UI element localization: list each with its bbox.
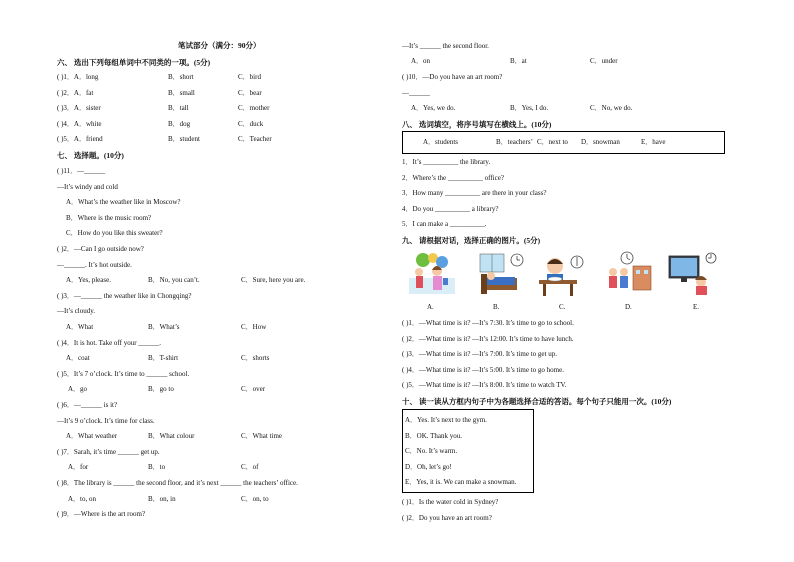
s7-q8: ( )8．The library is ______ the second floor, and it’s next ______ the teachers’ office.: [57, 479, 298, 487]
s7-q2-b: B．No, you can’t.: [148, 276, 200, 284]
answer-options-box: [402, 409, 534, 493]
word-bank-c: C．next to: [537, 138, 568, 146]
pic-label-c: C.: [559, 303, 566, 311]
s7-q3-a: A．What: [66, 323, 94, 331]
s7-q5-c: C．over: [241, 385, 266, 393]
s6-q4: ( )4．A．white: [57, 120, 102, 128]
page-title: 笔试部分（满分：90分）: [178, 41, 261, 50]
s9-q1: ( )1．—What time is it? —It’s 7:30. It’s time to go to school.: [402, 319, 574, 327]
s6-q3-b: B．tall: [168, 104, 189, 112]
section10-title: 十、 读一读从方框内句子中为各题选择合适的答语。每个句子只能用一次。(10分): [402, 397, 672, 406]
s6-q5-c: C．Teacher: [238, 135, 272, 143]
answer-option-b: B．OK. Thank you.: [405, 432, 463, 440]
s7-q6-c: C．What time: [241, 432, 283, 440]
s7-q8-c: C．on, to: [241, 495, 269, 503]
s9-q3: ( )3．—What time is it? —It’s 7:00. It’s time to get up.: [402, 350, 557, 358]
pic-label-a: A.: [427, 303, 434, 311]
s8-sentence-4: 4．Do you __________ a library?: [402, 205, 499, 213]
s7-q9: ( )9．—Where is the art room?: [57, 510, 146, 518]
s7-q3: ( )3．—______ the weather like in Chongqing?: [57, 292, 192, 300]
s7-q2: ( )2．—Can I go outside now?: [57, 245, 144, 253]
s7-q10-b: B．Yes, I do.: [510, 104, 549, 112]
s7-q2-dialog: —______. It’s hot outside.: [57, 261, 132, 269]
s7-q5: ( )5．It’s 7 o’clock. It’s time to ______ school.: [57, 370, 190, 378]
s8-sentence-2: 2．Where’s the __________ office?: [402, 174, 504, 182]
s7-q10: ( )10．—Do you have an art room?: [402, 73, 503, 81]
section6-title: 六、 选出下列每组单词中不同类的一项。(5分): [57, 58, 211, 67]
picture-c-boy-eating: [537, 250, 587, 298]
s7-q10-c: C．No, we do.: [590, 104, 633, 112]
section8-title: 八、 选词填空，将序号填写在横线上。(10分): [402, 120, 552, 129]
answer-option-e: E．Yes, it is. We can make a snowman.: [405, 478, 517, 486]
picture-b-boy-in-bed: [477, 250, 527, 298]
s9-q4: ( )4．—What time is it? —It’s 5:00. It’s time to go home.: [402, 366, 564, 374]
s7-q5-a: A．go: [68, 385, 88, 393]
s7-q6: ( )6．—______ is it?: [57, 401, 118, 409]
s7-q11-b: B．Where is the music room?: [66, 214, 152, 222]
answer-option-d: D．Oh, let’s go!: [405, 463, 452, 471]
s9-q2: ( )2．—What time is it? —It’s 12:00. It’s time to have lunch.: [402, 335, 574, 343]
s8-sentence-5: 5．I can make a __________.: [402, 220, 487, 228]
s7-q11-dialog: —It’s windy and cold: [57, 183, 118, 191]
s6-q1: ( )1．A．long: [57, 73, 99, 81]
s7-q9-dialog: —It’s ______ the second floor.: [402, 42, 489, 50]
s7-q9-b: B．at: [510, 57, 527, 65]
s7-q7-b: B．to: [148, 463, 166, 471]
s7-q4-b: B．T-shirt: [148, 354, 179, 362]
s6-q4-c: C．duck: [238, 120, 264, 128]
s10-q1: ( )1．Is the water cold in Sydney?: [402, 498, 499, 506]
s7-q6-b: B．What colour: [148, 432, 195, 440]
s9-q5: ( )5．—What time is it? —It’s 8:00. It’s time to watch TV.: [402, 381, 567, 389]
s6-q5: ( )5．A．friend: [57, 135, 103, 143]
s7-q7: ( )7．Sarah, it’s time ______ get up.: [57, 448, 160, 456]
s7-q11-c: C．How do you like this sweater?: [66, 229, 163, 237]
word-bank-box: [402, 131, 725, 154]
s7-q4-a: A．coat: [66, 354, 90, 362]
s8-sentence-3: 3．How many __________ are there in your class?: [402, 189, 547, 197]
word-bank-d: D．snowman: [581, 138, 620, 146]
answer-option-c: C．No. It’s warm.: [405, 447, 458, 455]
s7-q6-a: A．What weather: [66, 432, 118, 440]
s7-q7-c: C．of: [241, 463, 259, 471]
s7-q10-dialog: —______: [402, 89, 430, 97]
s6-q1-c: C．bird: [238, 73, 261, 81]
s6-q2-c: C．bear: [238, 89, 262, 97]
s7-q3-dialog: —It’s cloudy.: [57, 307, 96, 315]
s7-q4-c: C．shorts: [241, 354, 270, 362]
s7-q3-b: B．What’s: [148, 323, 180, 331]
pic-label-b: B.: [493, 303, 500, 311]
s6-q3-c: C．mother: [238, 104, 270, 112]
s8-sentence-1: 1．It’s __________ the library.: [402, 158, 491, 166]
section9-title: 九、 请根据对话，选择正确的图片。(5分): [402, 236, 541, 245]
s6-q4-b: B．dog: [168, 120, 191, 128]
s6-q2: ( )2．A．fat: [57, 89, 94, 97]
word-bank-b: B．teachers’: [496, 138, 533, 146]
picture-a-school-kids: [407, 250, 457, 298]
right-column: [397, 0, 794, 562]
section7-title: 七、 选择题。(10分): [57, 151, 124, 160]
pic-label-e: E.: [693, 303, 700, 311]
s7-q8-b: B．on, in: [148, 495, 176, 503]
s7-q11-a: A．What’s the weather like in Moscow?: [66, 198, 181, 206]
picture-d-going-home: [603, 250, 653, 298]
s6-q1-b: B．short: [168, 73, 194, 81]
s7-q10-a: A．Yes, we do.: [411, 104, 456, 112]
s7-q2-a: A．Yes, please.: [66, 276, 111, 284]
word-bank-a: A．students: [423, 138, 458, 146]
s7-q9-c: C．under: [590, 57, 618, 65]
s6-q2-b: B．small: [168, 89, 195, 97]
s7-q5-b: B．go to: [148, 385, 174, 393]
s7-q7-a: A．for: [68, 463, 89, 471]
s6-q3: ( )3．A．sister: [57, 104, 101, 112]
s7-q8-a: A．to, on: [68, 495, 96, 503]
answer-option-a: A．Yes. It’s next to the gym.: [405, 416, 487, 424]
s7-q2-c: C．Sure, here you are.: [241, 276, 306, 284]
word-bank-e: E．have: [641, 138, 666, 146]
picture-e-watching-tv: [667, 250, 717, 298]
pic-label-d: D.: [625, 303, 632, 311]
s10-q2: ( )2．Do you have an art room?: [402, 514, 492, 522]
s7-q11: ( )11．—______: [57, 167, 106, 175]
s7-q6-dialog: —It’s 9 o’clock. It’s time for class.: [57, 417, 155, 425]
s7-q3-c: C．How: [241, 323, 267, 331]
s7-q4: ( )4．It is hot. Take off your ______.: [57, 339, 162, 347]
s6-q5-b: B．student: [168, 135, 200, 143]
s7-q9-a: A．on: [411, 57, 431, 65]
